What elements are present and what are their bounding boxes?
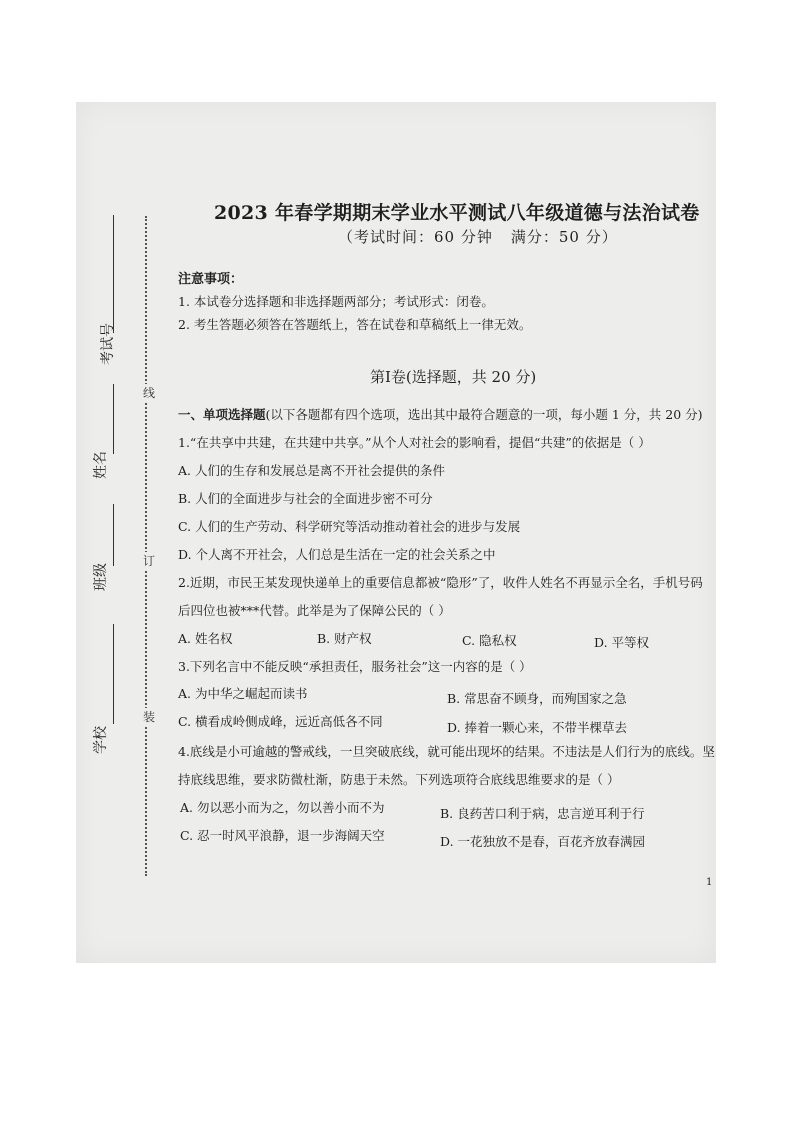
page-number: 1 (706, 877, 713, 888)
question-stem-line: 持底线思维，要求防微杜渐，防患于未然。下列选项符合底线思维要求的是（ ） (178, 772, 620, 787)
question-stem: 1.“在共享中共建，在共建中共享。”从个人对社会的影响看，提倡“共建”的依据是（ ） (178, 435, 651, 450)
exam-time: （考试时间：60 分钟 (338, 228, 493, 246)
question-option: C. 隐私权 (462, 633, 517, 648)
question-option: C. 人们的生产劳动、科学研究等活动推动着社会的进步与发展 (178, 519, 521, 534)
question-option: D. 个人离不开社会，人们总是生活在一定的社会关系之中 (178, 547, 496, 562)
question-stem-line: 2.近期，市民王某发现快递单上的重要信息都被“隐形”了，收件人姓名不再显示全名，手机号码 (178, 575, 703, 590)
question-option: A. 勿以恶小而为之，勿以善小而不为 (180, 800, 385, 815)
question-option: A. 为中华之崛起而读书 (178, 686, 308, 701)
binding-mark-line: 线 (143, 386, 156, 400)
question-option: C. 横看成岭侧成峰，远近高低各不同 (178, 714, 383, 729)
question-option: B. 财产权 (317, 631, 372, 646)
part-title: 一、单项选择题 (178, 407, 266, 422)
name-label: 姓名 (93, 451, 109, 479)
question-stem-line: 后四位也被***代替。此举是为了保障公民的（ ） (178, 603, 451, 618)
question-option: A. 姓名权 (178, 631, 233, 646)
school-label: 学校 (93, 726, 109, 754)
notes-heading: 注意事项： (178, 272, 244, 287)
binding-mark-ding: 订 (143, 554, 156, 568)
exam-number-line (113, 215, 114, 333)
question-option: B. 人们的全面进步与社会的全面进步密不可分 (178, 491, 433, 506)
note-item: 2. 考生答题必须答在答题纸上，答在试卷和草稿纸上一律无效。 (178, 317, 532, 332)
question-stem-line: 4.底线是小可逾越的警戒线，一旦突破底线，就可能出现坏的结果。不违法是人们行为的底线。坚 (178, 744, 715, 759)
question-option: A. 人们的生存和发展总是离不开社会提供的条件 (178, 463, 445, 478)
school-line (113, 624, 114, 724)
exam-number-label: 考试号 (100, 323, 116, 365)
part-heading (178, 405, 703, 423)
question-stem: 3.下列名言中不能反映“承担责任，服务社会”这一内容的是（ ） (178, 659, 532, 674)
class-line (113, 504, 114, 566)
part-description: (以下各题都有四个选项，选出其中最符合题意的一项，每小题 1 分，共 20 分) (265, 407, 703, 422)
question-option: D. 平等权 (594, 635, 650, 650)
exam-subtitle (338, 226, 636, 247)
question-option: D. 捧着一颗心来，不带半棵草去 (447, 720, 628, 735)
exam-score: 满分：50 分） (510, 228, 618, 246)
question-option: B. 常思奋不顾身，而殉国家之急 (447, 691, 627, 706)
question-option: C. 忍一时风平浪静，退一步海阔天空 (180, 828, 385, 843)
name-line (113, 384, 114, 454)
question-option: D. 一花独放不是春，百花齐放春满园 (440, 834, 646, 849)
exam-title: 2023 年春学期期末学业水平测试八年级道德与法治试卷 (214, 202, 700, 224)
question-option: B. 良药苦口利于病，忠言逆耳利于行 (440, 806, 645, 821)
section-heading: 第Ⅰ卷(选择题，共 20 分) (370, 368, 537, 386)
binding-dotted-line (145, 216, 147, 876)
note-item: 1. 本试卷分选择题和非选择题两部分；考试形式：闭卷。 (178, 294, 494, 309)
binding-mark-zhuang: 装 (143, 710, 156, 724)
class-label: 班级 (93, 563, 109, 591)
